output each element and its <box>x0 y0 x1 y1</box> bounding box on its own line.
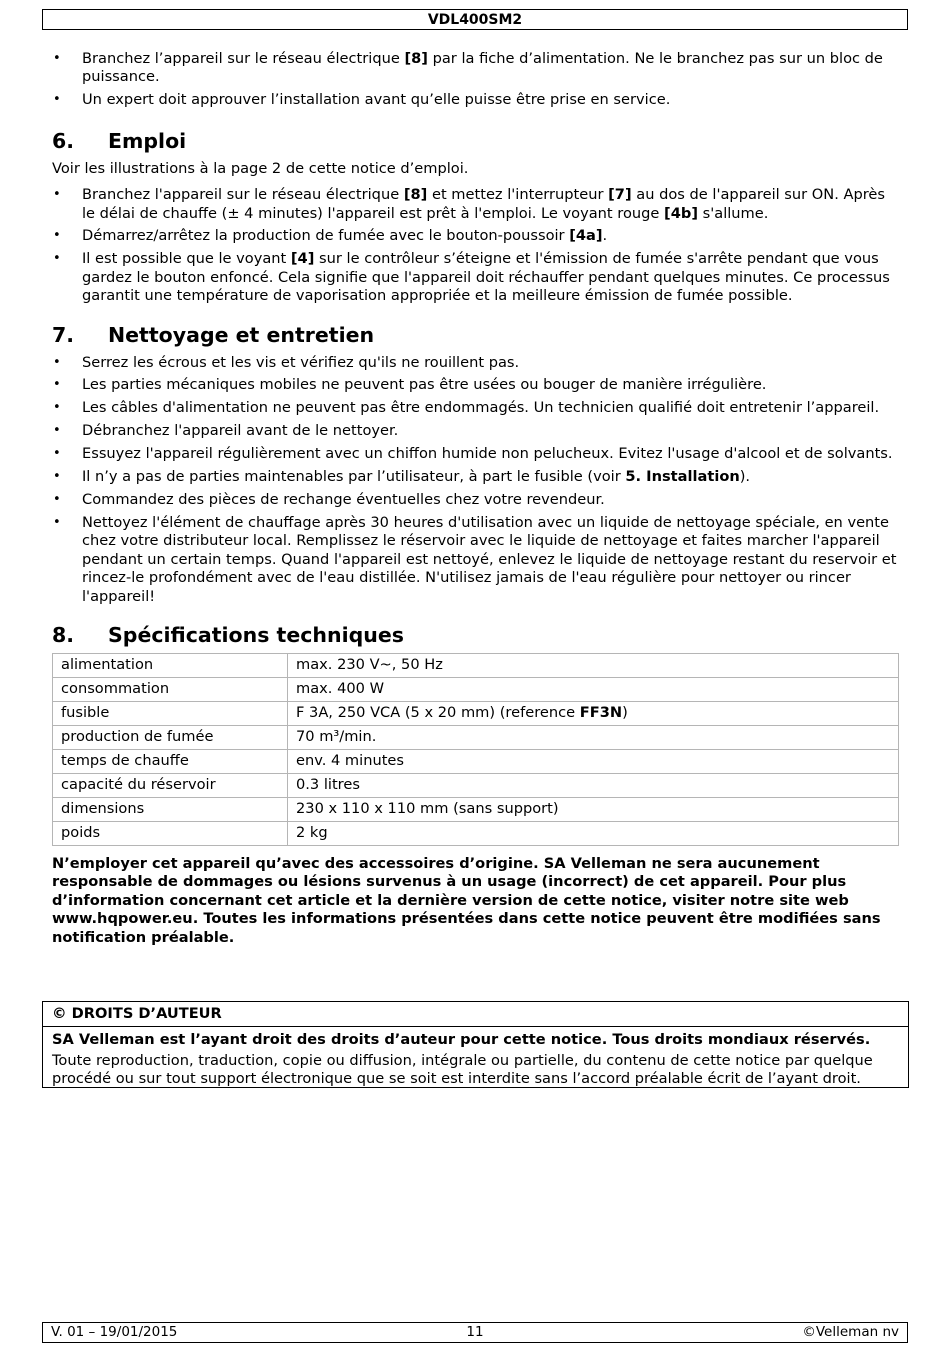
page-content <box>52 50 902 947</box>
spec-value <box>288 701 899 725</box>
footer-page-number: 11 <box>466 1324 484 1340</box>
bold-reference: [4a] <box>569 227 603 245</box>
text-run: max. 400 W <box>296 680 384 698</box>
bold-reference: [8] <box>404 50 428 67</box>
text-run: Les parties mécaniques mobiles ne peuvent pas être usées ou bouger de manière irrégulière. <box>82 376 767 394</box>
spec-row <box>53 821 899 845</box>
text-run: 2 kg <box>296 824 328 842</box>
bold-reference: [4] <box>290 250 315 268</box>
spec-row <box>53 773 899 797</box>
text-run: et mettez l'interrupteur <box>427 186 609 204</box>
text-run: Nettoyez l'élément de chauffage après 30 heures d'utilisation avec un liquide de nettoyage spéciale, en vente chez votre distributeur local. Remplissez le réservoir avec le liquide de nettoyage et faites marcher l'appareil pendant un certain temps. Quand l'appareil est nettoyé, enlevez le liquide de nettoyage restant du reservoir et rincez-le profondément avec de l'eau distillée. N'utilisez jamais de l'eau régulière pour nettoyer ou rincer l'appareil! <box>82 513 897 605</box>
text-run: Branchez l’appareil sur le réseau électrique <box>82 50 405 67</box>
page-header <box>42 9 908 30</box>
bold-reference: [4b] <box>664 204 698 222</box>
spec-value <box>288 749 899 773</box>
section-6-intro: Voir les illustrations à la page 2 de cette notice d’emploi. <box>52 159 469 177</box>
spec-label: consommation <box>53 677 288 701</box>
spec-row <box>53 701 899 725</box>
spec-value <box>288 677 899 701</box>
model-name: VDL400SM2 <box>427 12 523 28</box>
spec-label: temps de chauffe <box>53 749 288 773</box>
notice-paragraph: N’employer cet appareil qu’avec des accessoires d’origine. SA Velleman ne sera aucunement responsable de dommages ou lésions survenus à un usage (incorrect) de cet appareil. Pour plus d’information concernant cet article et la dernière version de cette notice, visiter notre site web www.hqpower.eu. Toutes les informations présentées dans cette notice peuvent être modifiées sans notification préalable. <box>52 854 881 946</box>
bullet-item <box>52 422 902 440</box>
bullet-item <box>52 227 902 245</box>
copyright-divider <box>43 1026 908 1027</box>
spec-label: production de fumée <box>53 725 288 749</box>
bullet-item <box>52 250 902 305</box>
spec-row <box>53 749 899 773</box>
section-6-heading: 6. Emploi <box>52 128 187 153</box>
text-run: 70 m³/min. <box>296 728 377 746</box>
text-run: Essuyez l'appareil régulièrement avec un chiffon humide non pelucheux. Evitez l'usage d'alcool et de solvants. <box>82 445 893 463</box>
bold-reference: [8] <box>403 186 428 204</box>
text-run: ) <box>622 704 628 722</box>
text-run: Démarrez/arrêtez la production de fumée avec le bouton-poussoir <box>82 227 570 245</box>
text-run: 0.3 litres <box>296 776 360 794</box>
bullet-item <box>52 468 902 486</box>
intro-bullet-list <box>52 50 902 110</box>
page-footer <box>42 1322 908 1343</box>
bold-reference: 5. Installation <box>625 468 740 486</box>
copyright-owner-line: SA Velleman est l’ayant droit des droits d’auteur pour cette notice. Tous droits mondiaux réservés. <box>52 1031 871 1048</box>
text-run: ). <box>739 468 751 486</box>
spec-value <box>288 797 899 821</box>
spec-row <box>53 653 899 677</box>
bullet-item <box>52 186 902 223</box>
bullet-item <box>52 514 902 606</box>
text-run: Branchez l'appareil sur le réseau électrique <box>82 186 404 204</box>
specifications-table <box>52 653 899 846</box>
text-run: Serrez les écrous et les vis et vérifiez qu'ils ne rouillent pas. <box>82 353 520 371</box>
spec-value <box>288 725 899 749</box>
text-run: Il n’y a pas de parties maintenables par l’utilisateur, à part le fusible (voir <box>82 468 626 486</box>
bullet-item <box>52 445 902 463</box>
spec-label: poids <box>53 821 288 845</box>
bullet-item <box>52 354 902 372</box>
text-run: Il est possible que le voyant <box>82 250 291 268</box>
section-6-bullet-list <box>52 186 902 305</box>
spec-row <box>53 725 899 749</box>
text-run: Un expert doit approuver l’installation avant qu’elle puisse être prise en service. <box>82 91 671 109</box>
text-run: F 3A, 250 VCA (5 x 20 mm) (reference <box>296 704 580 722</box>
section-7-heading: 7. Nettoyage et entretien <box>52 322 375 347</box>
copyright-body: Toute reproduction, traduction, copie ou diffusion, intégrale ou partielle, du contenu de cette notice par quelque procédé ou sur tout support électronique que se soit est interdite sans l’accord préalable écrit de l’ayant droit. <box>52 1052 873 1088</box>
bullet-item <box>52 399 902 417</box>
text-run: Les câbles d'alimentation ne peuvent pas être endommagés. Un technicien qualifié doit entretenir l’appareil. <box>82 399 880 417</box>
bullet-item <box>52 491 902 509</box>
spec-row <box>53 677 899 701</box>
section-7-bullet-list <box>52 354 902 606</box>
bullet-item <box>52 50 902 87</box>
text-run: Commandez des pièces de rechange éventuelles chez votre revendeur. <box>82 491 605 508</box>
bold-reference: [7] <box>608 186 632 204</box>
text-run: 230 x 110 x 110 mm (sans support) <box>296 800 559 818</box>
footer-brand: ©Velleman nv <box>802 1324 899 1340</box>
copyright-box <box>42 1001 909 1088</box>
spec-label: alimentation <box>53 653 288 677</box>
spec-value <box>288 821 899 845</box>
bullet-item <box>52 91 902 109</box>
text-run: au dos de l'appareil sur ON. Après le délai de chauffe (± 4 minutes) l'appareil est prêt à l'emploi. Le voyant rouge <box>82 186 885 222</box>
bold-reference: FF3N <box>579 704 623 722</box>
spec-label: capacité du réservoir <box>53 773 288 797</box>
footer-version: V. 01 – 19/01/2015 <box>51 1324 178 1340</box>
spec-label: fusible <box>53 701 288 725</box>
section-8-heading: 8. Spécifications techniques <box>52 622 404 647</box>
spec-row <box>53 797 899 821</box>
text-run: sur le contrôleur s’éteigne et l'émission de fumée s'arrête pendant que vous gardez le bouton enfoncé. Cela signifie que l'appareil doit réchauffer pendant quelques minutes. Ce processus garantit une température de vaporisation appropriée et la meilleure émission de fumée possible. <box>82 250 890 305</box>
copyright-title: © DROITS D’AUTEUR <box>52 1005 222 1022</box>
text-run: s'allume. <box>698 204 769 222</box>
text-run: Débranchez l'appareil avant de le nettoyer. <box>82 422 399 440</box>
text-run: par la fiche d’alimentation. Ne le branchez pas sur un bloc de puissance. <box>82 50 883 86</box>
spec-value <box>288 653 899 677</box>
text-run: . <box>602 227 608 245</box>
bullet-item <box>52 376 902 394</box>
spec-value <box>288 773 899 797</box>
spec-label: dimensions <box>53 797 288 821</box>
text-run: env. 4 minutes <box>296 752 405 770</box>
text-run: max. 230 V~, 50 Hz <box>296 656 443 674</box>
